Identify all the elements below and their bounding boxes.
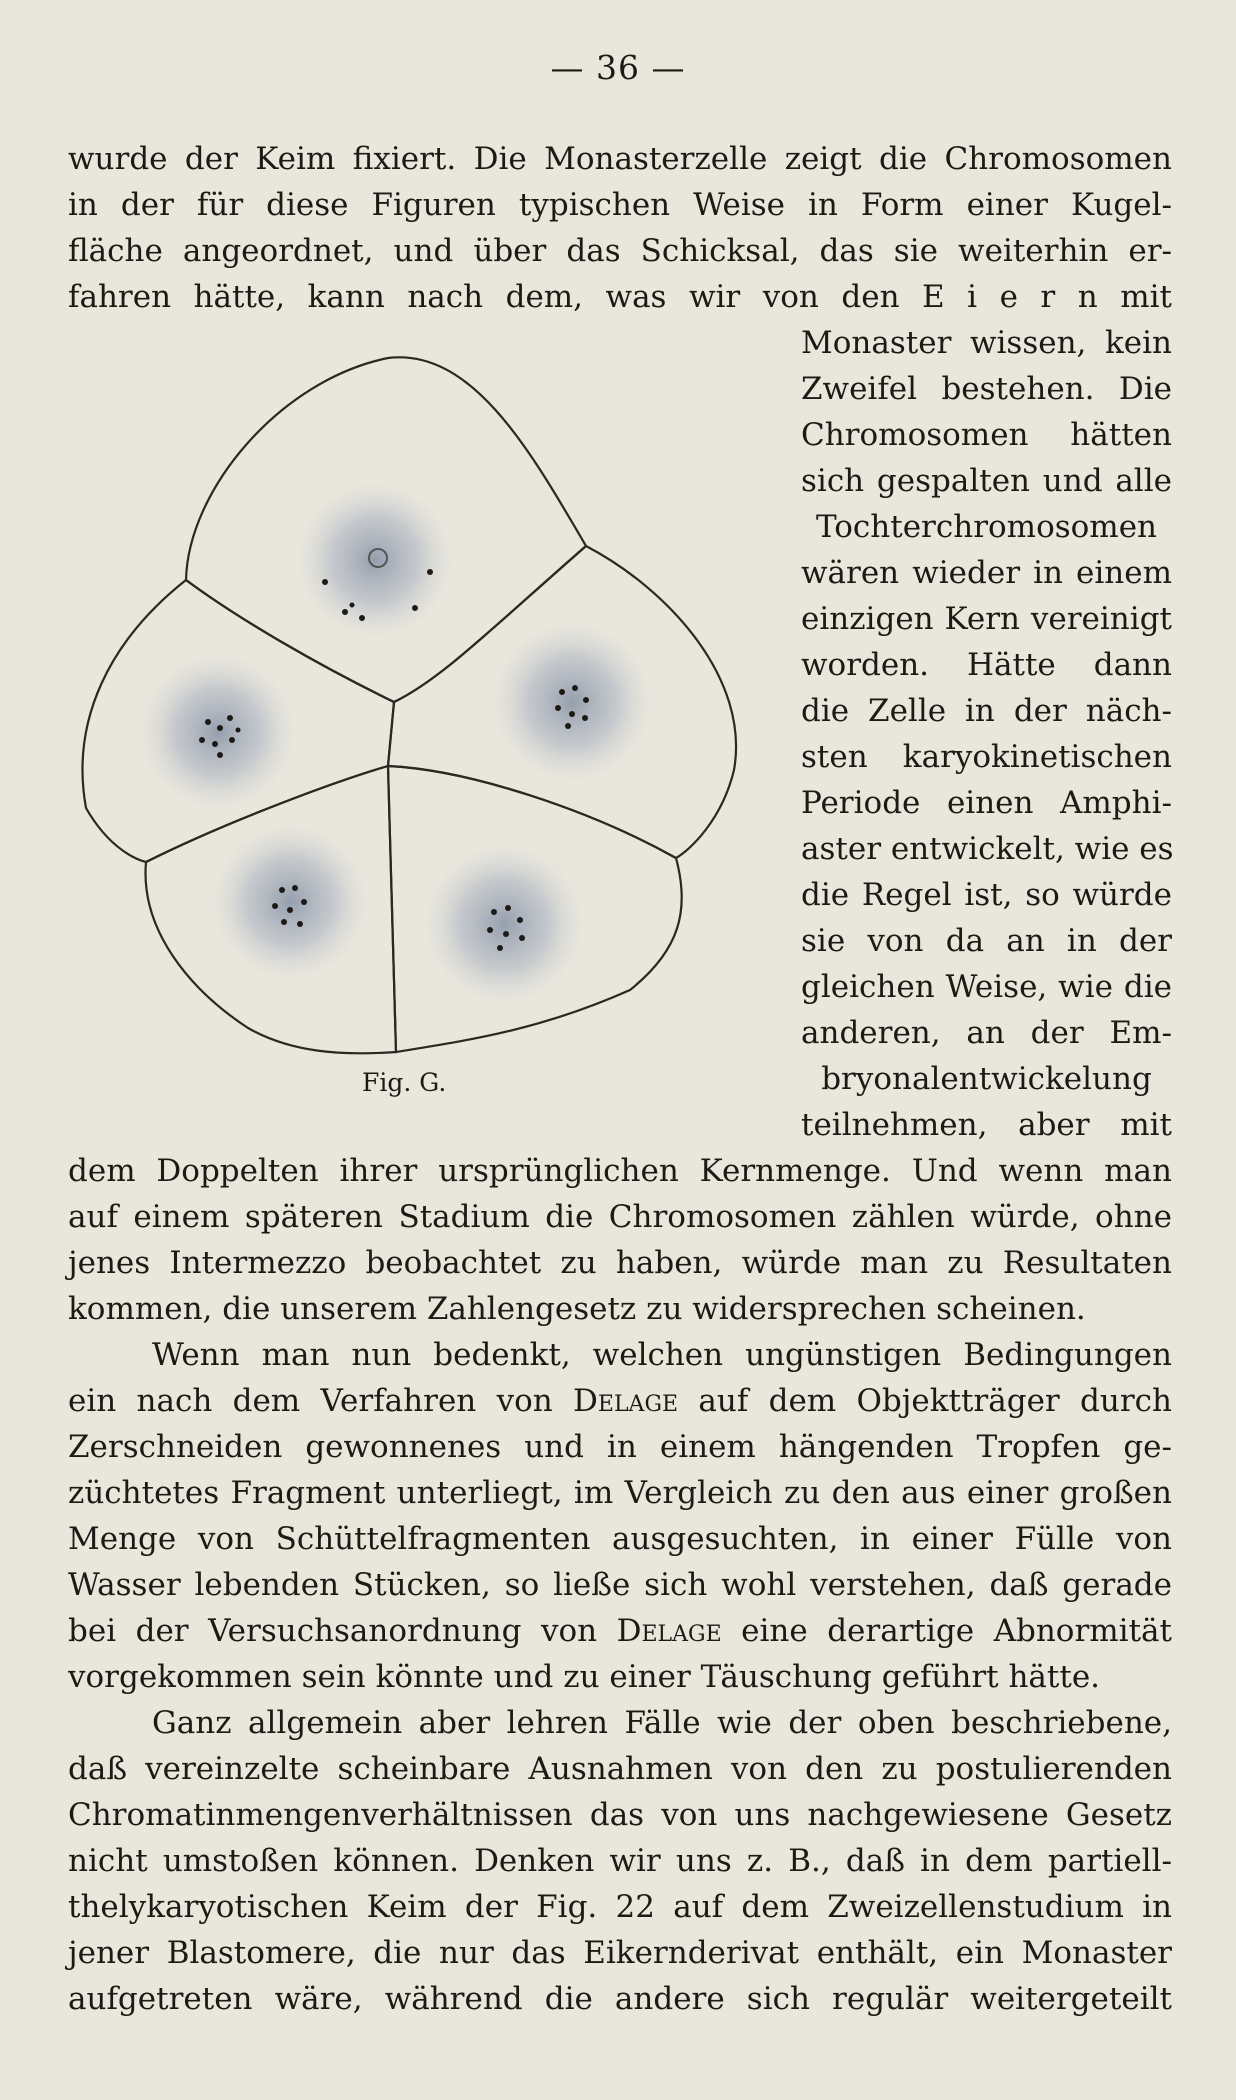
text-line: fahren hätte, kann nach dem, was wir von den E i e r n mit xyxy=(68,279,1172,315)
text-line: daß vereinzelte scheinbare Ausnahmen von den zu postulierenden xyxy=(68,1751,1172,1787)
figure-caption: Fig. G. xyxy=(362,1068,447,1097)
text-line: aufgetreten wäre, während die andere sich regulär weitergeteilt xyxy=(68,1981,1172,2017)
side-text-line: gleichen Weise, wie die xyxy=(801,969,1172,1005)
text-line: wurde der Keim fixiert. Die Monasterzelle zeigt die Chromosomen xyxy=(68,141,1172,177)
text-line: auf einem späteren Stadium die Chromosomen zählen würde, ohne xyxy=(68,1199,1172,1235)
side-text-line: aster entwickelt, wie es xyxy=(801,831,1174,867)
text-line: züchtetes Fragment unterliegt, im Vergleich zu den aus einer großen xyxy=(68,1475,1172,1511)
side-text-line: Zweifel bestehen. Die xyxy=(801,371,1172,407)
side-text-line: die Zelle in der näch- xyxy=(801,693,1172,729)
side-text-line: teilnehmen, aber mit xyxy=(801,1107,1172,1143)
side-text-line: Chromosomen hätten xyxy=(801,417,1172,453)
text-line xyxy=(68,1378,1172,1424)
side-text-line: Periode einen Amphi- xyxy=(801,785,1172,821)
side-text-line: sten karyokinetischen xyxy=(801,739,1172,775)
side-text-line: die Regel ist, so würde xyxy=(801,877,1172,913)
text-line xyxy=(68,1608,1172,1654)
author-name: Delage xyxy=(573,1383,679,1419)
author-name: Delage xyxy=(616,1613,722,1649)
text-line: dem Doppelten ihrer ursprünglichen Kernmenge. Und wenn man xyxy=(68,1153,1172,1189)
text-line: Wasser lebenden Stücken, so ließe sich wohl verstehen, daß gerade xyxy=(68,1567,1172,1603)
side-text-line: anderen, an der Em- xyxy=(801,1015,1172,1051)
text-line: jener Blastomere, die nur das Eikernderivat enthält, ein Monaster xyxy=(68,1935,1172,1971)
text-fragment: ein nach dem Verfahren von xyxy=(68,1383,574,1419)
side-text-line: wären wieder in einem xyxy=(801,555,1172,591)
side-text-line: worden. Hätte dann xyxy=(801,647,1172,683)
cell-figure xyxy=(70,350,750,1070)
text-line: vorgekommen sein könnte und zu einer Täuschung geführt hätte. xyxy=(68,1659,1101,1695)
text-line: Chromatinmengenverhältnissen das von uns nachgewiesene Gesetz xyxy=(68,1797,1172,1833)
side-text-line: Tochterchromosomen xyxy=(815,509,1158,545)
text-line: thelykaryotischen Keim der Fig. 22 auf dem Zweizellenstudium in xyxy=(68,1889,1172,1925)
text-line: Wenn man nun bedenkt, welchen ungünstigen Bedingungen xyxy=(152,1337,1172,1373)
side-text-line: sich gespalten und alle xyxy=(801,463,1172,499)
text-line: in der für diese Figuren typischen Weise in Form einer Kugel- xyxy=(68,187,1172,223)
text-line: Zerschneiden gewonnenes und in einem hängenden Tropfen ge- xyxy=(68,1429,1172,1465)
text-fragment: auf dem Objektträger durch xyxy=(678,1383,1172,1419)
text-fragment: bei der Versuchsanordnung von xyxy=(68,1613,617,1649)
text-line: Menge von Schüttelfragmenten ausgesuchten, in einer Fülle von xyxy=(68,1521,1172,1557)
text-fragment: eine derartige Abnormität xyxy=(721,1613,1172,1649)
side-text-line: sie von da an in der xyxy=(801,923,1172,959)
text-line: fläche angeordnet, und über das Schicksal, das sie weiterhin er- xyxy=(68,233,1172,269)
side-text-line: einzigen Kern vereinigt xyxy=(801,601,1172,637)
side-text-line: bryonalentwickelung xyxy=(821,1061,1152,1097)
side-text-line: Monaster wissen, kein xyxy=(801,325,1172,361)
text-line: jenes Intermezzo beobachtet zu haben, würde man zu Resultaten xyxy=(68,1245,1172,1281)
page-number: — 36 — xyxy=(550,48,686,87)
text-line: nicht umstoßen können. Denken wir uns z. B., daß in dem partiell- xyxy=(68,1843,1172,1879)
text-line: Ganz allgemein aber lehren Fälle wie der oben beschriebene, xyxy=(152,1705,1172,1741)
text-line: kommen, die unserem Zahlengesetz zu widersprechen scheinen. xyxy=(68,1291,1086,1327)
